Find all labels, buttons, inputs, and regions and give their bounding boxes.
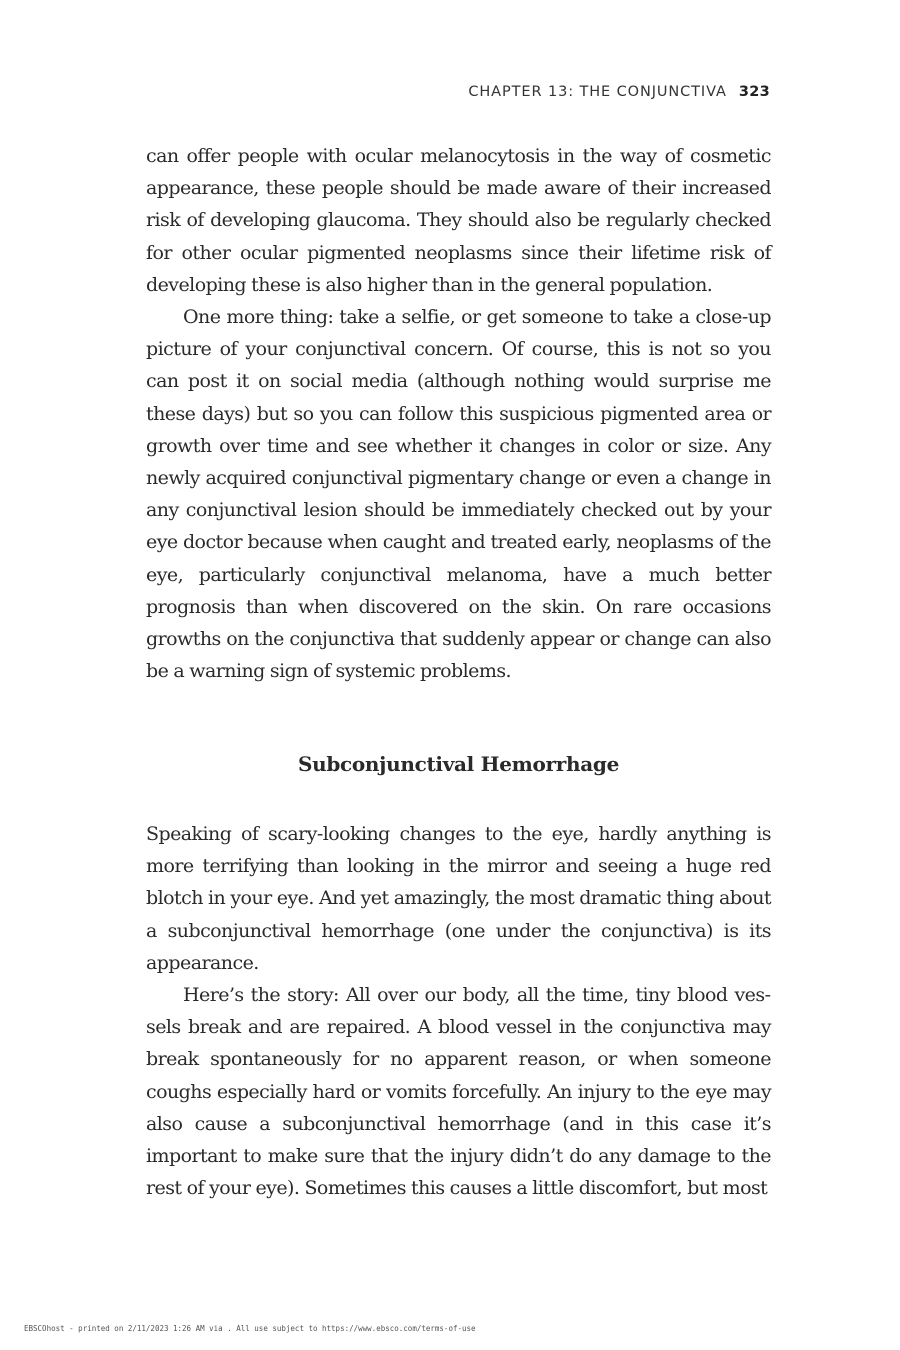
body-text-after-heading [146,818,771,1204]
print-footer-note: EBSCOhost - printed on 2/11/2023 1:26 AM via . All use subject to https://www.ebsco.com/terms-of-use [24,1324,476,1333]
running-header [468,84,770,100]
body-text-before-heading [146,140,771,687]
section-heading: Subconjunctival Hemorrhage [297,752,620,776]
page-number: 323 [738,84,770,100]
paragraph-intro: Speaking of scary-looking changes to the eye, hardly anything is more terrifying than looking in the mirror and seeing a huge red blotch in your eye. And yet amazingly, the most dramatic thing about a subconjunctival hemorrhage (one under the conjunctiva) is its appearance. [146,823,771,974]
paragraph-story: Here’s the story: All over our body, all the time, tiny blood vessels break and are repaired. A blood vessel in the conjunctiva may break spontaneously for no apparent reason, or when someone coughs especially hard or vomits forcefully. An injury to the eye may also cause a subconjunctival hemorrhage (and in this case it’s important to make sure that the injury didn’t do any damage to the rest of your eye). Sometimes this causes a little discomfort, but most [146,984,771,1200]
chapter-title: CHAPTER 13: THE CONJUNCTIVA [468,84,727,100]
paragraph-selfie-advice: One more thing: take a selfie, or get someone to take a close-up picture of your conjunctival concern. Of course, this is not so you can post it on social media (although nothing would surprise me these days) but so you can follow this suspicious pigmented area or growth over time and see whether it changes in color or size. Any newly acquired conjunctival pigmentary change or even a change in any conjunctival lesion should be immediately checked out by your eye doctor because when caught and treated early, neoplasms of the eye, particularly conjunctival melanoma, have a much better prognosis than when discovered on the skin. On rare occasions growths on the conjunctiva that suddenly appear or change can also be a warning sign of systemic problems. [146,306,771,683]
paragraph-continued: can offer people with ocular melanocytosis in the way of cosmetic appearance, these people should be made aware of their increased risk of developing glaucoma. They should also be regularly checked for other ocular pigmented neoplasms since their lifetime risk of developing these is also higher than in the general population. [146,145,771,296]
